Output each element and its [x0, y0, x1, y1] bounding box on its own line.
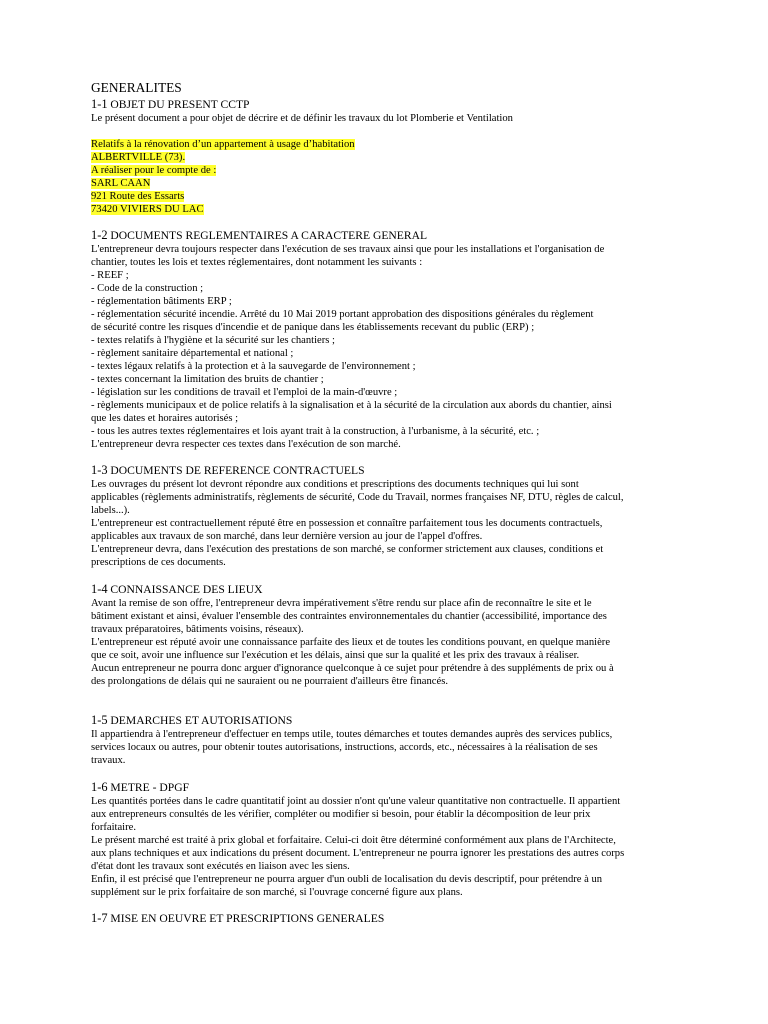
text-line: forfaitaire. — [91, 822, 136, 833]
section-title: DEMARCHES ET AUTORISATIONS — [107, 714, 293, 727]
blank-line — [91, 125, 671, 138]
list-item: - textes légaux relatifs à la protection et à la sauvegarde de l'environnement ; — [91, 361, 416, 372]
document-body — [91, 80, 671, 926]
section-heading-1-4 — [91, 582, 671, 597]
text-line: chantier, toutes les lois et textes réglementaires, dont notamment les suivants : — [91, 257, 423, 268]
section-title: MISE EN OEUVRE ET PRESCRIPTIONS GENERALES — [107, 912, 385, 925]
section-body-1-3 — [91, 478, 671, 569]
document-title: GENERALITES — [91, 80, 182, 95]
section-body-1-5 — [91, 728, 671, 767]
text-line: Les quantités portées dans le cadre quantitatif joint au dossier n'ont qu'une valeur quantitative non contractuelle. Il appartient — [91, 796, 621, 807]
text-line: L'entrepreneur est contractuellement réputé être en possession et connaître parfaitement tous les documents contractuels, — [91, 518, 603, 529]
list-item: - Code de la construction ; — [91, 283, 204, 294]
section-heading-1-3 — [91, 463, 671, 478]
section-heading-1-2 — [91, 228, 671, 243]
text-line: que les dates et horaires autorisés ; — [91, 413, 239, 424]
text-line: applicables aux travaux de son marché, dans leur dernière version au jour de l'appel d'offres. — [91, 531, 483, 542]
text-line: Il appartiendra à l'entrepreneur d'effectuer en temps utile, toutes démarches et toutes demandes auprès des services publics, — [91, 729, 613, 740]
text-line: labels...). — [91, 505, 130, 516]
text-line: des prolongations de délais qui ne sauraient ou ne pourraient d'ailleurs être financés. — [91, 676, 448, 687]
list-item: - réglementation sécurité incendie. Arrêté du 10 Mai 2019 portant approbation des dispositions générales du règlement — [91, 309, 594, 320]
section-heading-1-7 — [91, 911, 671, 926]
section-title: OBJET DU PRESENT CCTP — [107, 98, 250, 111]
text-line: Les ouvrages du présent lot devront répondre aux conditions et prescriptions des documents techniques qui lui sont — [91, 479, 579, 490]
section-number: 1-6 — [91, 780, 108, 794]
section-title: DOCUMENTS DE REFERENCE CONTRACTUELS — [107, 464, 365, 477]
highlighted-line: ALBERTVILLE (73). — [91, 152, 186, 163]
section-heading-1-1 — [91, 97, 671, 112]
list-item: - textes relatifs à l'hygiène et la sécurité sur les chantiers ; — [91, 335, 335, 346]
section-number: 1-2 — [91, 228, 108, 242]
text-line: travaux. — [91, 755, 126, 766]
list-item: - tous les autres textes réglementaires et lois ayant trait à la construction, à l'urbanisme, à la sécurité, etc. ; — [91, 426, 540, 437]
text-line: que ce soit, avoir une influence sur l'exécution et les délais, ainsi que sur la qualité et les prix des travaux à réaliser. — [91, 650, 580, 661]
text-line: Aucun entrepreneur ne pourra donc arguer d'ignorance quelconque à ce sujet pour prétendre à des suppléments de prix ou à — [91, 663, 614, 674]
text-line: services locaux ou autres, pour obtenir toutes autorisations, instructions, accords, etc., nécessaires à la réalisation de ses — [91, 742, 598, 753]
highlighted-line: 73420 VIVIERS DU LAC — [91, 204, 204, 215]
list-item: - règlement sanitaire départemental et national ; — [91, 348, 294, 359]
text-line: aux entrepreneurs consultés de les vérifier, compléter ou modifier si besoin, pour établir la décomposition de leur prix — [91, 809, 591, 820]
section-heading-1-6 — [91, 780, 671, 795]
text-line: travaux préparatoires, bâtiments voisins, réseaux). — [91, 624, 304, 635]
text-line: prescriptions de ces documents. — [91, 557, 226, 568]
section-number: 1-4 — [91, 582, 108, 596]
section-title: DOCUMENTS REGLEMENTAIRES A CARACTERE GENERAL — [107, 229, 428, 242]
text-line: aux plans techniques et aux indications du présent document. L'entrepreneur ne pourra ignorer les prestations des autres corps — [91, 848, 625, 859]
text-line: Le présent marché est traité à prix global et forfaitaire. Celui-ci doit être déterminé conformément aux plans de l'Architecte, — [91, 835, 616, 846]
text-line: applicables (règlements administratifs, règlements de sécurité, Code du Travail, normes françaises NF, DTU, règles de calcul, — [91, 492, 624, 503]
list-item: - règlements municipaux et de police relatifs à la signalisation et à la sécurité de la circulation aux abords du chantier, ainsi — [91, 400, 612, 411]
text-line: L'entrepreneur est réputé avoir une connaissance parfaite des lieux et de toutes les conditions pouvant, en quelque manière — [91, 637, 611, 648]
list-item: - législation sur les conditions de travail et l'emploi de la main-d'œuvre ; — [91, 387, 398, 398]
text-line: Enfin, il est précisé que l'entrepreneur ne pourra arguer d'un oubli de localisation du devis descriptif, pour prétendre à un — [91, 874, 603, 885]
text-line: bâtiment existant et ainsi, évaluer l'ensemble des contraintes environnementales du chantier (accessibilité, importance des — [91, 611, 607, 622]
section-body-1-6 — [91, 795, 671, 899]
section-title: CONNAISSANCE DES LIEUX — [107, 583, 263, 596]
section-heading-1-5 — [91, 713, 671, 728]
highlighted-line: A réaliser pour le compte de : — [91, 165, 217, 176]
section-body-1-2 — [91, 243, 671, 451]
section-number: 1-3 — [91, 463, 108, 477]
list-item: - réglementation bâtiments ERP ; — [91, 296, 232, 307]
text-line: Avant la remise de son offre, l'entrepreneur devra impérativement s'être rendu sur place afin de reconnaître le site et le — [91, 598, 592, 609]
highlighted-line: Relatifs à la rénovation d’un appartement à usage d’habitation — [91, 139, 355, 150]
text-line: supplément sur le prix forfaitaire de son marché, si l'ouvrage concerné figure aux plans. — [91, 887, 463, 898]
text-line: L'entrepreneur devra, dans l'exécution des prestations de son marché, se conformer strictement aux clauses, conditions et — [91, 544, 604, 555]
section-number: 1-7 — [91, 911, 108, 925]
highlighted-line: 921 Route des Essarts — [91, 191, 185, 202]
section-number: 1-1 — [91, 97, 108, 111]
paragraph: Le présent document a pour objet de décrire et de définir les travaux du lot Plomberie et Ventilation — [91, 113, 513, 124]
highlighted-address-block — [91, 138, 671, 216]
section-number: 1-5 — [91, 713, 108, 727]
section-title: METRE - DPGF — [107, 781, 190, 794]
highlighted-line: SARL CAAN — [91, 178, 151, 189]
list-item: - REEF ; — [91, 270, 129, 281]
text-line: L'entrepreneur devra respecter ces textes dans l'exécution de son marché. — [91, 439, 401, 450]
text-line: de sécurité contre les risques d'incendie et de panique dans les établissements recevant du public (ERP) ; — [91, 322, 535, 333]
text-line: d'état dont les travaux sont exécutés en liaison avec les siens. — [91, 861, 350, 872]
list-item: - textes concernant la limitation des bruits de chantier ; — [91, 374, 324, 385]
section-body-1-4 — [91, 597, 671, 688]
text-line: L'entrepreneur devra toujours respecter dans l'exécution de ses travaux ainsi que pour les installations et l'organisation de — [91, 244, 605, 255]
